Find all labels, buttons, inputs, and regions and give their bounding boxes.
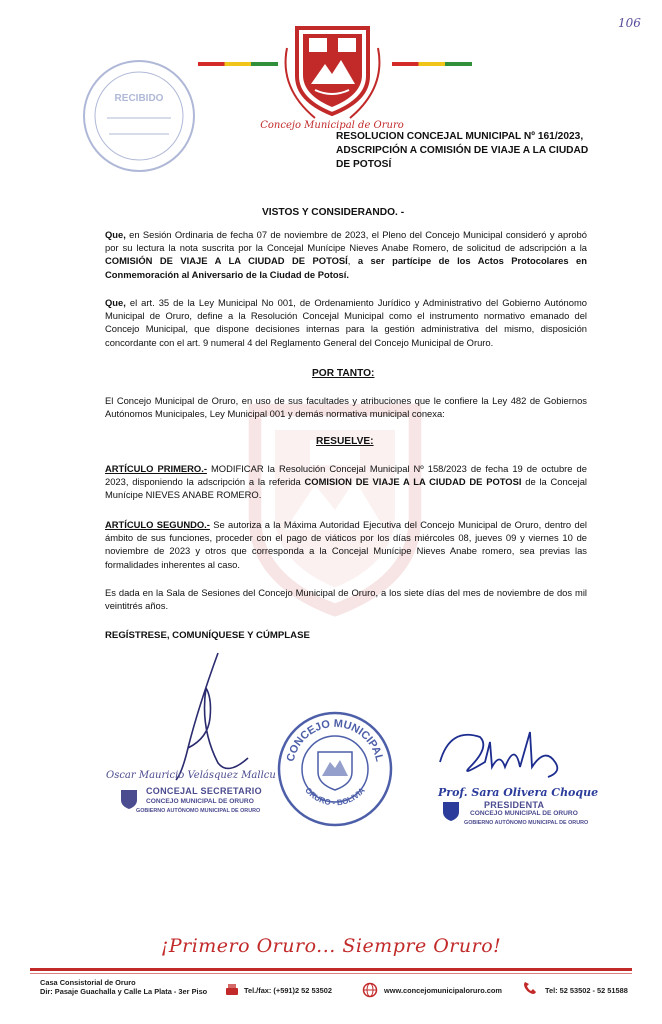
flag-stripe-left (198, 62, 278, 66)
secretary-role: CONCEJAL SECRETARIO (146, 786, 262, 796)
p6-text: Es dada en la Sala de Sesiones del Concejo Municipal de Oruro, a los siete días del mes de noviembre de dos mil veintitrés años. (105, 587, 587, 612)
president-mini-seal (440, 800, 462, 822)
footer-website[interactable]: www.concejomunicipaloruro.com (384, 986, 502, 995)
fax-icon (224, 982, 240, 998)
footer-telfax: Tel./fax: (+591)2 52 53502 (244, 986, 332, 995)
flag-stripe-right (392, 62, 472, 66)
p2-lead: Que, (105, 297, 126, 308)
phone-icon (522, 980, 538, 996)
received-stamp (78, 56, 200, 176)
president-government: GOBIERNO AUTÓNOMO MUNICIPAL DE ORURO (464, 820, 589, 826)
p1-text: en Sesión Ordinaria de fecha 07 de noviembre de 2023, el Pleno del Concejo Municipal consideró y aprobó por su lectura la nota suscrita por la Concejal Munícipe Nieves Anabe Romero, de solicitud de adscripción a la (105, 229, 587, 254)
secretary-government: GOBIERNO AUTÓNOMO MUNICIPAL DE ORURO (136, 808, 261, 814)
logo-text: Concejo Municipal de Oruro (260, 120, 404, 131)
article-segundo (105, 518, 587, 571)
p2-text: el art. 35 de la Ley Municipal No 001, de Ordenamiento Jurídico y Administrativo del Gobierno Autónomo Municipal de Oruro, define a la Resolución Concejal Municipal como el instrumento normativo emanado del Concejo Municipal, que dispone decisiones internas para la gestión administrativa del mismo, disposición concordante con el art. 9 numeral 4 del Reglamento General del Concejo Municipal de Oruro. (105, 297, 587, 348)
p1-mid: , (347, 255, 358, 267)
paragraph-por-tanto (105, 394, 587, 420)
resolution-title (336, 130, 596, 172)
title-line-3: DE POTOSÍ (336, 159, 392, 170)
president-name: Prof. Sara Olivera Choque (438, 786, 599, 799)
title-line-1: RESOLUCION CONCEJAL MUNICIPAL Nº 161/2023, (336, 131, 584, 142)
seal-bottom-text: ORURO - BOLIVIA (303, 785, 367, 808)
p1-lead: Que, (105, 229, 126, 240)
concejo-logo (260, 18, 404, 133)
footer-divider (30, 968, 632, 971)
p5-lead: ARTÍCULO SEGUNDO.- (105, 519, 210, 530)
por-tanto-heading: POR TANTO: (312, 368, 375, 379)
p4-lead: ARTÍCULO PRIMERO.- (105, 463, 207, 474)
footer-address-1: Casa Consistorial de Oruro (40, 978, 136, 987)
concejo-seal-stamp (276, 710, 394, 828)
globe-icon (362, 982, 378, 998)
p5-text: Se autoriza a la Máxima Autoridad Ejecutiva del Concejo Municipal de Oruro, dentro del ámbito de sus funciones, proceder con el pago de viáticos por los días miércoles 08, jueves 09 y viernes 10 de noviembre de 2023 y otros que corresponda a la Concejal Munícipe Nieves Anabe romero, sea previas las formalidades inherentes al caso. (105, 519, 587, 570)
footer-phones: Tel: 52 53502 - 52 51588 (545, 986, 628, 995)
footer-motto: ¡Primero Oruro... Siempre Oruro! (160, 935, 502, 957)
footer-divider-thin (30, 973, 632, 974)
p1-bold-acts: a ser partícipe de los Actos Protocolares en Conmemoración al Aniversario de la Ciudad de Potosí. (105, 255, 587, 280)
p4-text-2: de la Concejal Munícipe NIEVES ANABE ROMERO. (105, 476, 587, 501)
p4-text: MODIFICAR la Resolución Concejal Municipal Nº 158/2023 de fecha 19 de octubre de 2023, disponiendo la adscripción a la referida (105, 463, 587, 488)
president-institution: CONCEJO MUNICIPAL DE ORURO (470, 810, 578, 817)
paragraph-que-1 (105, 228, 587, 281)
paragraph-dada (105, 586, 587, 612)
vistos-heading: VISTOS Y CONSIDERANDO. - (262, 207, 405, 218)
received-stamp-label: RECIBIDO (114, 93, 164, 104)
p4-bold-commission: COMISION DE VIAJE A LA CIUDAD DE POTOSI (304, 476, 522, 488)
article-primero (105, 462, 587, 502)
resuelve-heading: RESUELVE: (316, 436, 374, 447)
signature-secretary (148, 648, 258, 788)
secretary-name: Oscar Mauricio Velásquez Mallcu (106, 770, 276, 781)
p3-text: El Concejo Municipal de Oruro, en uso de sus facultades y atribuciones que le confiere la Ley 482 de Gobiernos Autónomos Municipales, Ley Municipal 001 y demás normativa municipal conexa: (105, 395, 587, 420)
secretary-institution: CONCEJO MUNICIPAL DE ORURO (146, 798, 254, 805)
paragraph-que-2 (105, 296, 587, 349)
closing-formula: REGÍSTRESE, COMUNÍQUESE Y CÚMPLASE (105, 630, 310, 641)
footer-address-2: Dir: Pasaje Guachalla y Calle La Plata - 3er Piso (40, 987, 208, 996)
seal-top-text: CONCEJO MUNICIPAL (284, 717, 386, 763)
signature-president (430, 722, 570, 792)
president-role: PRESIDENTA (484, 800, 545, 810)
p1-bold-commission: COMISIÓN DE VIAJE A LA CIUDAD DE POTOSÍ (105, 255, 348, 267)
secretary-mini-seal (118, 788, 140, 810)
page-number: 106 (618, 16, 641, 30)
svg-text:ORURO - BOLIVIA (303, 786, 367, 808)
title-line-2: ADSCRIPCIÓN A COMISIÓN DE VIAJE A LA CIUDAD (336, 145, 589, 156)
